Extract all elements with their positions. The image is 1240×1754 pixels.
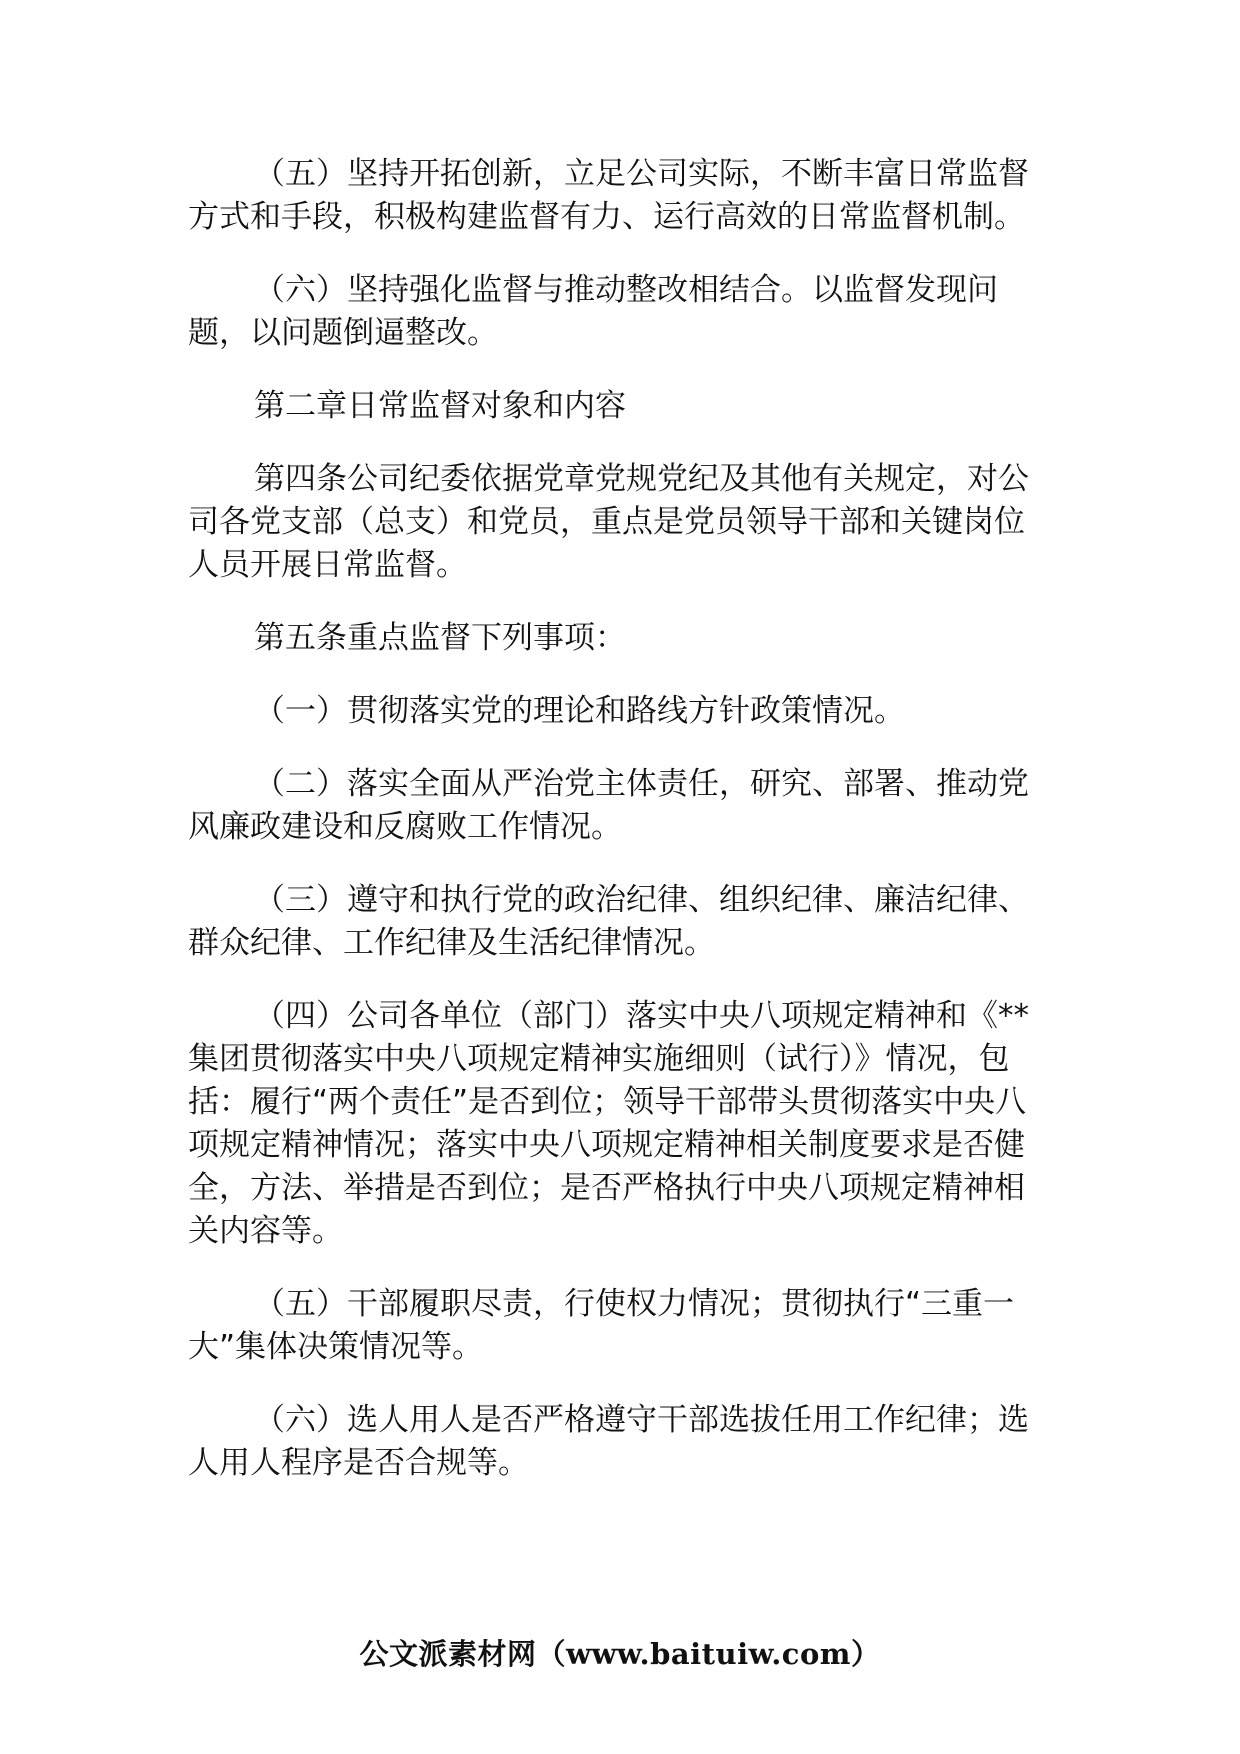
paragraph-item-5: （五）干部履职尽责，行使权力情况；贯彻执行“三重一大”集体决策情况等。 [188,1286,1015,1365]
paragraph-principle-5: （五）坚持开拓创新，立足公司实际，不断丰富日常监督方式和手段，积极构建监督有力、运行高效的日常监督机制。 [188,156,1029,235]
paragraph-article-5: 第五条重点监督下列事项： [254,620,626,656]
chapter-heading: 第二章日常监督对象和内容 [254,388,626,424]
paragraph-item-2: （二）落实全面从严治党主体责任，研究、部署、推动党风廉政建设和反腐败工作情况。 [188,766,1029,845]
paragraph-item-6: （六）选人用人是否严格遵守干部选拔任用工作纪律；选人用人程序是否合规等。 [188,1402,1029,1481]
document-body [188,153,1043,1485]
paragraph-article-4: 第四条公司纪委依据党章党规党纪及其他有关规定，对公司各党支部（总支）和党员，重点是党员领导干部和关键岗位人员开展日常监督。 [188,461,1029,583]
paragraph-item-4: （四）公司各单位（部门）落实中央八项规定精神和《**集团贯彻落实中央八项规定精神实施细则（试行）》情况，包括：履行“两个责任”是否到位；领导干部带头贯彻落实中央八项规定精神情况；落实中央八项规定精神相关制度要求是否健全，方法、举措是否到位；是否严格执行中央八项规定精神相关内容等。 [188,998,1029,1249]
paragraph-item-3: （三）遵守和执行党的政治纪律、组织纪律、廉洁纪律、群众纪律、工作纪律及生活纪律情况。 [188,882,1029,961]
page-footer: 公文派素材网（www.baituiw.com） [359,1637,881,1671]
paragraph-principle-6: （六）坚持强化监督与推动整改相结合。以监督发现问题，以问题倒逼整改。 [188,272,998,351]
paragraph-item-1: （一）贯彻落实党的理论和路线方针政策情况。 [254,693,905,729]
